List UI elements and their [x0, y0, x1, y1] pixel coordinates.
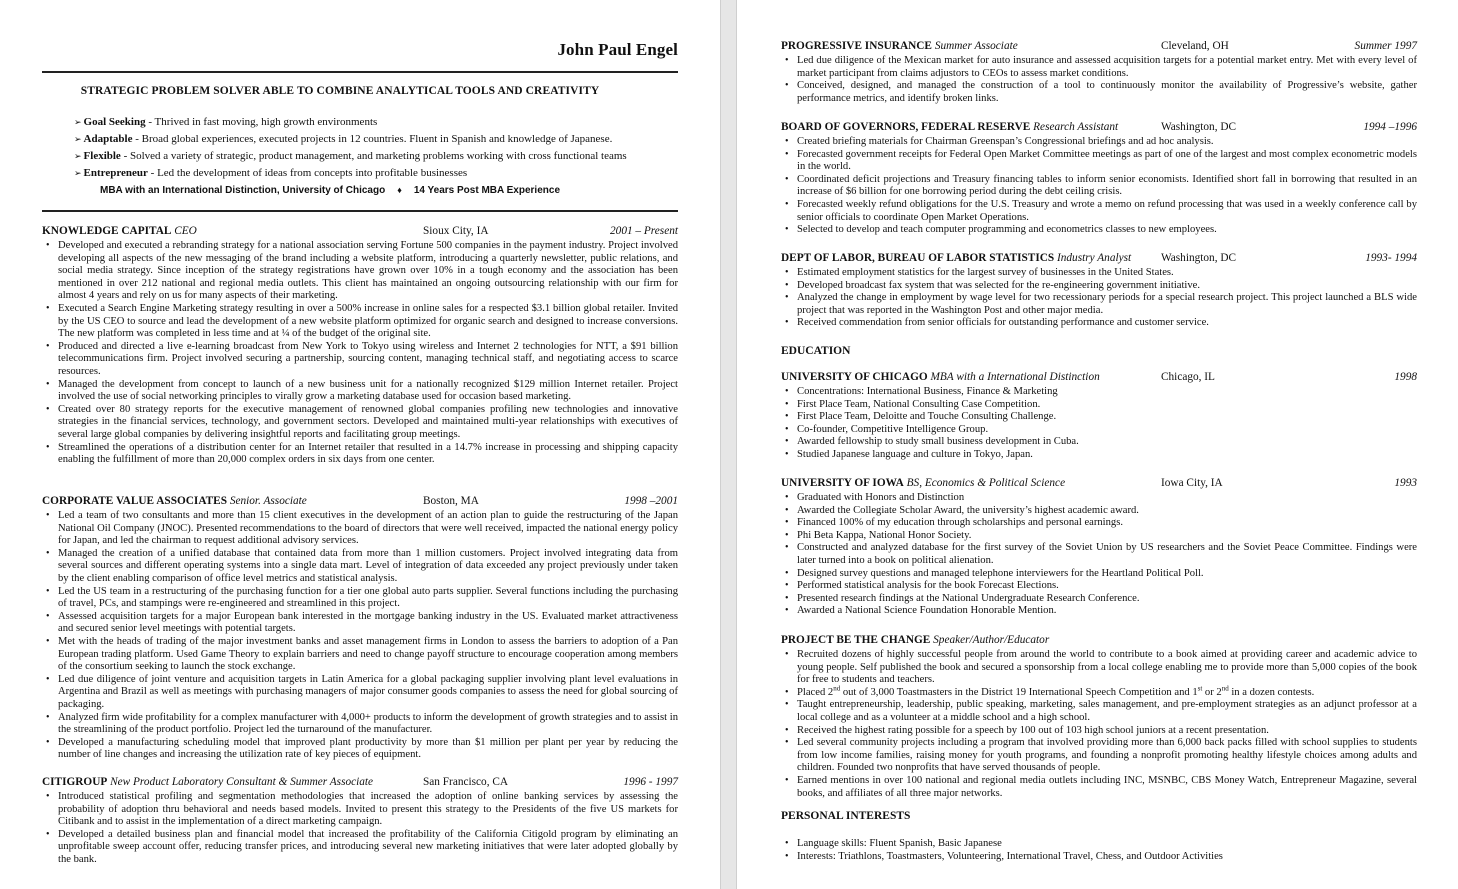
job-role: New Product Laboratory Consultant & Summer Associate — [110, 776, 374, 788]
bullet-item: • Developed a manufacturing scheduling model that improved plant productivity by more than $1 million per plant per year by reducing the number of line changes and increasing the utilization rate of key pieces of equipment. — [42, 737, 678, 762]
job-dates: 2001 – Present — [610, 225, 678, 237]
job-location: Boston, MA — [423, 495, 479, 507]
bullet-item: • Constructed and analyzed database for the first survey of the Soviet Union by US researchers and the Soviet Peace Committee. Findings were later turned into a book on political alienation. — [781, 542, 1417, 567]
job-entry — [42, 775, 678, 867]
bullet-item: • Selected to develop and teach computer programming and econometrics classes to new employees. — [781, 224, 1417, 237]
education-header — [781, 370, 1417, 385]
arrowhead-icon: ➢ — [74, 151, 82, 161]
bullet-item: • Studied Japanese language and culture in Tokyo, Japan. — [781, 449, 1417, 462]
job-location: San Francisco, CA — [423, 776, 509, 788]
interests-entry — [781, 837, 1417, 863]
degree: BS, Economics & Political Science — [906, 477, 1066, 489]
resume-page-1 — [0, 0, 720, 889]
job-bullets — [781, 267, 1417, 330]
bullet-item: • Managed the development from concept to launch of a new business unit for a nationally recognized $129 million Internet retailer. Project involved the use of social networking principles to virally grow a marketing database used for occasion based marketing. — [42, 379, 678, 404]
school-location: Chicago, IL — [1161, 371, 1215, 383]
job-header — [42, 494, 678, 509]
bullet-item: • Received the highest rating possible for a speech by 100 out of 103 high school juniors at a recent presentation. — [781, 725, 1417, 738]
school-name: UNIVERSITY OF IOWA — [781, 477, 904, 489]
ordinal-suffix: nd — [1221, 684, 1229, 693]
trait-text: - Solved a variety of strategic, product management, and marketing problems working with cross functional teams — [120, 150, 627, 162]
bullet-item: • Met with the heads of trading of the major investment banks and asset management firms in London to assess the barriers to adoption of a Pan European trading platform. Used Game Theory to explain barriers and need to change payoff structure to encourage cooperation among members of the consortium seeking to launch the stock exchange. — [42, 636, 678, 674]
page-gutter — [720, 0, 737, 889]
bullet-item: • Awarded a National Science Foundation Honorable Mention. — [781, 605, 1417, 618]
bullet-item: • Led a team of two consultants and more than 15 client executives in the development of an action plan to guide the restructuring of the Japan National Oil Company (JNOC). Presented recommendations to the board of directors that were well received, impacted the national energy policy for Japan, and led the chairman to request additional advisory services. — [42, 510, 678, 548]
graduation-year: 1998 — [1394, 371, 1417, 383]
bullet-item: • Estimated employment statistics for the largest survey of businesses in the United States. — [781, 267, 1417, 280]
trait-label: Adaptable — [83, 133, 133, 145]
job-dates: Summer 1997 — [1354, 40, 1417, 52]
trait-label: Flexible — [83, 150, 121, 162]
trait-text: - Thrived in fast moving, high growth environments — [145, 116, 378, 128]
job-location: Cleveland, OH — [1161, 40, 1229, 52]
bullet-item: • Concentrations: International Business, Finance & Marketing — [781, 386, 1417, 399]
trait-text: - Broad global experiences, executed projects in 12 countries. Fluent in Spanish and knowledge of Japanese. — [132, 133, 613, 145]
bullet-item: • Assessed acquisition targets for a major European bank interested in the mortgage banking industry in the US. Evaluated market attractiveness and secured senior level meetings with potential targets. — [42, 611, 678, 636]
summary-divider — [42, 210, 678, 212]
bullet-item: • Managed the creation of a unified database that contained data from more than 1 million customers. Project involved integrating data from several sources and different operating systems into a single data mart. Level of integration of data exceeded any project previously under taken by the client enabling comparison of office level metrics and statistical analysis. — [42, 548, 678, 586]
bullet-item: • Developed a detailed business plan and financial model that increased the profitability of the California Citigold program by eliminating an unprofitable sweep account offer, reducing transfer prices, and introducing several new marketing initiatives that were later adopted globally by the bank. — [42, 829, 678, 867]
project-name: PROJECT BE THE CHANGE — [781, 634, 931, 646]
job-org: KNOWLEDGE CAPITAL — [42, 225, 172, 237]
arrowhead-icon: ➢ — [74, 117, 82, 127]
trait-label: Goal Seeking — [83, 116, 146, 128]
bullet-item: • Produced and directed a live e-learning broadcast from New York to Tokyo using wireless and Internet 2 technologies for NTT, a $91 billion telecommunications firm. Project involved securing a partnership, sourcing content, managing technical staff, and negotiating access to scarce resources. — [42, 341, 678, 379]
bullet-item: • Financed 100% of my education through scholarships and personal earnings. — [781, 517, 1417, 530]
trait-item — [74, 131, 627, 148]
interests-heading: PERSONAL INTERESTS — [781, 810, 911, 822]
job-role: Research Assistant — [1033, 121, 1119, 133]
bullet-item: • Conceived, designed, and managed the construction of a tool to continuously monitor the availability of Progressive’s website, gather performance metrics, and identify broken links. — [781, 80, 1417, 105]
job-entry — [42, 494, 678, 762]
job-role: CEO — [174, 225, 197, 237]
bullet-item: • Designed survey questions and managed telephone interviewers for the Heartland Political Poll. — [781, 568, 1417, 581]
project-role: Speaker/Author/Educator — [933, 634, 1050, 646]
job-org: BOARD OF GOVERNORS, FEDERAL RESERVE — [781, 121, 1031, 133]
ordinal-suffix: st — [1197, 684, 1203, 693]
bullet-item: • Introduced statistical profiling and segmentation methodologies that increased the adoption of online banking services by assessing the probability of adoption thru behavioral and needs based models. Invited to present this strategy to the Presidents of the five US markets for Citibank and to assist in the implementation of a direct marketing campaign. — [42, 791, 678, 829]
job-org: PROGRESSIVE INSURANCE — [781, 40, 932, 52]
job-dates: 1998 –2001 — [624, 495, 678, 507]
bullet-item: • Placed 2nd out of 3,000 Toastmasters in the District 19 International Speech Competition and 1st or 2nd in a dozen contests. — [781, 687, 1417, 700]
bullet-item: • Executed a Search Engine Marketing strategy resulting in over a 500% increase in online sales for a respected $3.1 billion global retailer. Invited by the US CEO to source and lead the development of a new website platform optimized for organic search and designed to increase conversions. The new platform was completed in less time and at ¼ of the budget of the original site. — [42, 303, 678, 341]
job-header — [781, 251, 1417, 266]
credentials-line — [42, 185, 678, 196]
education-heading: EDUCATION — [781, 345, 851, 357]
bullet-item: • Presented research findings at the National Undergraduate Research Conference. — [781, 593, 1417, 606]
bullet-item: • Language skills: Fluent Spanish, Basic Japanese — [781, 838, 1417, 851]
bullet-item: • Analyzed the change in employment by wage level for two recessionary periods for a special research project. This project launched a BLS wide project that was reported in the Washington Post and other major media. — [781, 292, 1417, 317]
ordinal-suffix: nd — [833, 684, 841, 693]
job-dates: 1993- 1994 — [1365, 252, 1417, 264]
bullet-item: • Led several community projects including a program that involved providing more than 6,000 back packs filled with school supplies to students from low income families, raising money for youth programs, and founding a nonprofit promoting healthy lifestyle choices among adults and children. Founded two nonprofits that have served thousands of people. — [781, 737, 1417, 775]
bullet-item: • Taught entrepreneurship, leadership, public speaking, marketing, sales management, and pre-employment strategies as an adjunct professor at a local college and as a volunteer at a middle school and a high school. — [781, 699, 1417, 724]
job-dates: 1996 - 1997 — [623, 776, 678, 788]
bullet-item: • Created over 80 strategy reports for the executive management of renowned global companies profiling new technologies and innovative strategies in the financial services, technology, and government sectors. Developed and maintained multi-year relationships with executives of several large global companies by delivering insightful reports and facilitating group meetings. — [42, 404, 678, 442]
bullet-item: • Interests: Triathlons, Toastmasters, Volunteering, International Travel, Chess, and Outdoor Activities — [781, 851, 1417, 864]
bullet-item: • Created briefing materials for Chairman Greenspan’s Congressional briefings and ad hoc analysis. — [781, 136, 1417, 149]
job-bullets — [781, 55, 1417, 105]
summary-headline: STRATEGIC PROBLEM SOLVER ABLE TO COMBINE ANALYTICAL TOOLS AND CREATIVITY — [80, 85, 600, 97]
bullet-item: • Developed and executed a rebranding strategy for a national association serving Fortune 500 companies in the payment industry. Project involved developing all aspects of the new messaging of the brand including a website platform, introducing a quarterly newsletter, public relations, and social media strategy. Since inception of the strategy registrations have grown over 10% in a tough economy and the association has been mentioned in over 212 national and regional media outlets. This client has maintained an ongoing outsourcing relationship with our firm for almost 4 years and rely on us for many aspects of their marketing. — [42, 240, 678, 303]
job-entry — [781, 120, 1417, 237]
bullet-item: • Phi Beta Kappa, National Honor Society. — [781, 530, 1417, 543]
resume-page-2 — [737, 0, 1458, 889]
credential-degree: MBA with an International Distinction, University of Chicago — [100, 185, 386, 196]
job-location: Washington, DC — [1161, 252, 1237, 264]
trait-label: Entrepreneur — [83, 167, 148, 179]
education-entry — [781, 370, 1417, 462]
project-header — [781, 633, 1417, 648]
bullet-item: • Developed broadcast fax system that was selected for the re-engineering government initiative. — [781, 280, 1417, 293]
education-bullets — [781, 386, 1417, 462]
job-org: CORPORATE VALUE ASSOCIATES — [42, 495, 227, 507]
bullet-item: • Led the US team in a restructuring of the purchasing function for a tier one global auto parts supplier. Several functions including the purchasing of travel, PCs, and stampings were re-engineered and streamlined in this project. — [42, 586, 678, 611]
bullet-item: • Forecasted weekly refund obligations for the U.S. Treasury and wrote a memo on refund processing that was used in a weekly conference call by senior officials to coordinate Open Market Operations. — [781, 199, 1417, 224]
job-header — [42, 775, 678, 790]
bullet-item: • Led due diligence of the Mexican market for auto insurance and assessed acquisition targets for a potential market entry. Met with every level of market participant from claims adjustors to CEOs to assess market conditions. — [781, 55, 1417, 80]
job-role: Industry Analyst — [1057, 252, 1132, 264]
graduation-year: 1993 — [1394, 477, 1417, 489]
bullet-item: • Co-founder, Competitive Intelligence Group. — [781, 424, 1417, 437]
job-bullets — [42, 791, 678, 867]
diamond-icon: ♦ — [397, 185, 402, 195]
bullet-item: • Analyzed firm wide profitability for a complex manufacturer with 4,000+ products to inform the development of growth strategies and to assist in the streamlining of the product portfolio. Project led the turnaround of the manufacturer. — [42, 712, 678, 737]
credential-experience: 14 Years Post MBA Experience — [413, 185, 560, 196]
job-bullets — [42, 510, 678, 762]
bullet-item: • Awarded fellowship to study small business development in Cuba. — [781, 436, 1417, 449]
bullet-item: • Led due diligence of joint venture and acquisition targets in Latin America for a global packaging supplier involving plant level evaluations in Argentina and Brazil as well as meetings with purchasing managers of major consumer goods companies to assess the need for global sourcing of packaging. — [42, 674, 678, 712]
degree: MBA with a International Distinction — [930, 371, 1100, 383]
job-location: Sioux City, IA — [423, 225, 489, 237]
job-role: Senior. Associate — [229, 495, 307, 507]
education-entry — [781, 476, 1417, 618]
job-header — [781, 39, 1417, 54]
bullet-item: • Received commendation from senior officials for outstanding performance and customer service. — [781, 317, 1417, 330]
job-role: Summer Associate — [934, 40, 1018, 52]
interests-bullets — [781, 838, 1417, 863]
education-bullets — [781, 492, 1417, 618]
trait-item — [74, 165, 627, 182]
job-header — [42, 224, 678, 239]
project-bullets — [781, 649, 1417, 800]
job-org: CITIGROUP — [42, 776, 108, 788]
arrowhead-icon: ➢ — [74, 134, 82, 144]
header-divider — [42, 71, 678, 73]
job-header — [781, 120, 1417, 135]
arrowhead-icon: ➢ — [74, 168, 82, 178]
trait-item — [74, 114, 627, 131]
job-entry — [781, 39, 1417, 105]
job-location: Washington, DC — [1161, 121, 1237, 133]
trait-text: - Led the development of ideas from concepts into profitable businesses — [147, 167, 468, 179]
bullet-item: • Earned mentions in over 100 national and regional media outlets including INC, MSNBC, CBS Money Watch, Entrepreneur Magazine, several books, and affiliates of all three major networks. — [781, 775, 1417, 800]
job-entry — [42, 224, 678, 467]
education-header — [781, 476, 1417, 491]
bullet-item: • Forecasted government receipts for Federal Open Market Committee meetings as part of one of the largest and most complex econometric models in the world. — [781, 149, 1417, 174]
bullet-item: • Performed statistical analysis for the book Forecast Elections. — [781, 580, 1417, 593]
project-entry — [781, 633, 1417, 800]
trait-item — [74, 148, 627, 165]
bullet-item: • Awarded the Collegiate Scholar Award, the university’s highest academic award. — [781, 505, 1417, 518]
bullet-item: • First Place Team, National Consulting Case Competition. — [781, 399, 1417, 412]
school-name: UNIVERSITY OF CHICAGO — [781, 371, 928, 383]
job-bullets — [781, 136, 1417, 237]
bullet-item: • Streamlined the operations of a distribution center for an Internet retailer that resulted in a 14.7% increase in processing and shipping capacity enabling the fulfillment of more than 20,000 complex orders in six days from one center. — [42, 442, 678, 467]
school-location: Iowa City, IA — [1161, 477, 1223, 489]
trait-list — [74, 114, 627, 182]
candidate-name: John Paul Engel — [557, 40, 678, 59]
job-dates: 1994 –1996 — [1363, 121, 1417, 133]
job-entry — [781, 251, 1417, 330]
bullet-item: • Graduated with Honors and Distinction — [781, 492, 1417, 505]
job-bullets — [42, 240, 678, 467]
bullet-item: • Recruited dozens of highly successful people from around the world to contribute to a book aimed at providing career and academic advice to young people. Self published the book and secured a sponsorship from a local college enabling me to provide more than 5,000 copies of the book for free to students and teachers. — [781, 649, 1417, 687]
job-org: DEPT OF LABOR, BUREAU OF LABOR STATISTICS — [781, 252, 1055, 264]
bullet-item: • Coordinated deficit projections and Treasury financing tables to inform senior economists. Identified short fall in borrowing that resulted in an increase of $6 billion for one borrowing period during the debt ceiling crisis. — [781, 174, 1417, 199]
bullet-item: • First Place Team, Deloitte and Touche Consulting Challenge. — [781, 411, 1417, 424]
